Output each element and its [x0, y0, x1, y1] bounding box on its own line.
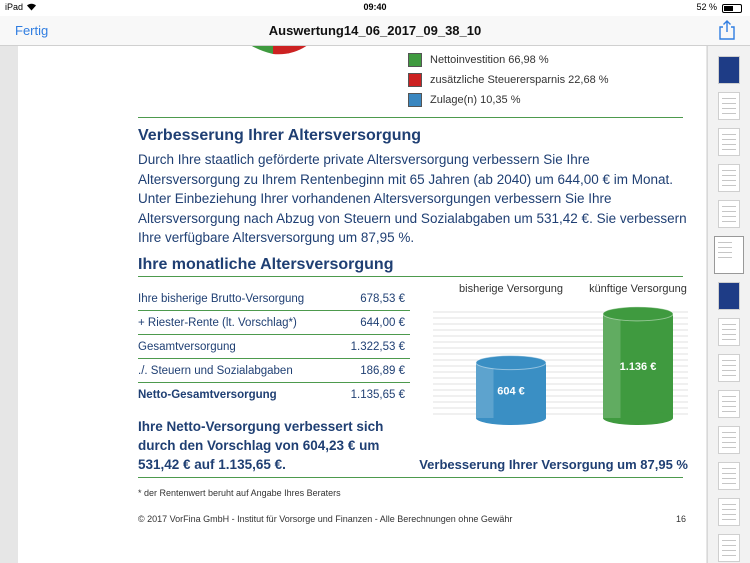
- paragraph-line: Altersversorgung nach Abzug von Steuern und Sozialabgaben um 531,42 €. Sie verbessern: [138, 210, 687, 226]
- bar-highlight: [476, 363, 494, 418]
- thumbnail-page-5[interactable]: [718, 200, 740, 228]
- legend-item: [408, 70, 609, 90]
- legend-swatch-green: [408, 53, 422, 67]
- divider: [138, 477, 683, 478]
- thumbnail-page-12[interactable]: [718, 462, 740, 490]
- section-heading-monthly: Ihre monatliche Altersversorgung: [138, 256, 394, 273]
- document-title: Auswertung14_06_2017_09_38_10: [268, 23, 482, 38]
- clock: 09:40: [363, 2, 387, 12]
- bar-top: [476, 356, 546, 370]
- section-heading-improvement: Verbesserung Ihrer Altersversorgung: [138, 127, 422, 144]
- row-value: 678,53 €: [360, 293, 405, 305]
- thumbnail-page-2[interactable]: [718, 92, 740, 120]
- paragraph-line: Ihre verfügbare Altersversorgung um 87,95 %.: [138, 230, 415, 245]
- done-button[interactable]: Fertig: [15, 23, 49, 38]
- table-row: [138, 383, 410, 407]
- legend-label: zusätzliche Steuerersparnis 22,68 %: [430, 74, 609, 86]
- row-value: 1.135,65 €: [350, 389, 405, 401]
- thumbnail-page-4[interactable]: [718, 164, 740, 192]
- divider: [138, 117, 683, 118]
- legend-swatch-blue: [408, 93, 422, 107]
- thumbnail-page-1[interactable]: [718, 56, 740, 84]
- bar-highlight: [603, 314, 621, 418]
- document-view[interactable]: [0, 46, 707, 563]
- share-icon[interactable]: [718, 20, 736, 40]
- category-label: künftige Versorgung: [589, 283, 687, 295]
- pie-slice-green: [208, 46, 273, 54]
- legend-item: [408, 50, 609, 70]
- thumbnail-page-3[interactable]: [718, 128, 740, 156]
- battery-percent: 52 %: [696, 2, 717, 12]
- summary-line: 531,42 € auf 1.135,65 €.: [138, 457, 286, 472]
- table-row: [138, 311, 410, 335]
- thumbnail-page-13[interactable]: [718, 498, 740, 526]
- battery-icon: [722, 4, 742, 13]
- pension-table: [138, 287, 410, 407]
- page-number: 16: [675, 514, 686, 524]
- thumbnail-page-10[interactable]: [718, 390, 740, 418]
- thumbnail-page-6[interactable]: [714, 236, 744, 274]
- row-label: Netto-Gesamtversorgung: [138, 389, 277, 401]
- summary-line: durch den Vorschlag von 604,23 € um: [138, 438, 380, 453]
- bar-top: [603, 307, 673, 321]
- summary-text: [138, 417, 408, 474]
- nav-bar: [0, 16, 750, 46]
- device-name: iPad: [5, 2, 24, 12]
- divider: [138, 276, 683, 277]
- legend-item: [408, 90, 609, 110]
- thumbnail-page-14[interactable]: [718, 534, 740, 562]
- data-label: 1.136 €: [619, 360, 657, 373]
- page-footer: [138, 514, 686, 524]
- legend-label: Nettoinvestition 66,98 %: [430, 54, 549, 66]
- pdf-page: [18, 46, 706, 563]
- thumbnail-page-9[interactable]: [718, 354, 740, 382]
- footnote: * der Rentenwert beruht auf Angabe Ihres Beraters: [138, 488, 341, 498]
- status-bar: [0, 0, 750, 16]
- improvement-paragraph: [138, 150, 688, 248]
- category-label: bisherige Versorgung: [459, 283, 563, 295]
- table-row: [138, 287, 410, 311]
- thumbnail-sidebar[interactable]: [707, 46, 750, 563]
- summary-line: Ihre Netto-Versorgung verbessert sich: [138, 419, 384, 434]
- thumbnail-page-7[interactable]: [718, 282, 740, 310]
- legend-label: Zulage(n) 10,35 %: [430, 94, 521, 106]
- data-label: 604 €: [497, 385, 525, 398]
- row-label: ./. Steuern und Sozialabgaben: [138, 365, 293, 377]
- paragraph-line: Altersversorgung zu Ihrem Rentenbeginn mit 65 Jahren (ab 2040) um 644,00 € im Monat.: [138, 171, 674, 187]
- paragraph-line: Durch Ihre staatlich geförderte private Altersversorgung verbessern Sie Ihre: [138, 152, 590, 167]
- row-value: 644,00 €: [360, 317, 405, 329]
- row-label: + Riester-Rente (lt. Vorschlag*): [138, 317, 297, 329]
- pie-slice-red: [273, 46, 338, 54]
- pie-legend: [408, 50, 609, 110]
- legend-swatch-red: [408, 73, 422, 87]
- pie-chart-fragment: [198, 46, 348, 64]
- pension-bar-chart: [433, 278, 688, 428]
- table-row: [138, 359, 410, 383]
- table-row: [138, 335, 410, 359]
- paragraph-line: Unter Einbeziehung Ihrer vorhandenen Altersversorgungen verbessern Sie Ihre: [138, 191, 612, 206]
- improvement-percent: Verbesserung Ihrer Versorgung um 87,95 %: [419, 457, 688, 472]
- thumbnail-page-8[interactable]: [718, 318, 740, 346]
- row-value: 1.322,53 €: [350, 341, 405, 353]
- copyright: © 2017 VorFina GmbH - Institut für Vorsorge und Finanzen - Alle Berechnungen ohne Gewähr: [138, 514, 513, 524]
- thumbnail-page-11[interactable]: [718, 426, 740, 454]
- row-label: Ihre bisherige Brutto-Versorgung: [138, 293, 305, 305]
- row-label: Gesamtversorgung: [138, 341, 236, 353]
- row-value: 186,89 €: [360, 365, 405, 377]
